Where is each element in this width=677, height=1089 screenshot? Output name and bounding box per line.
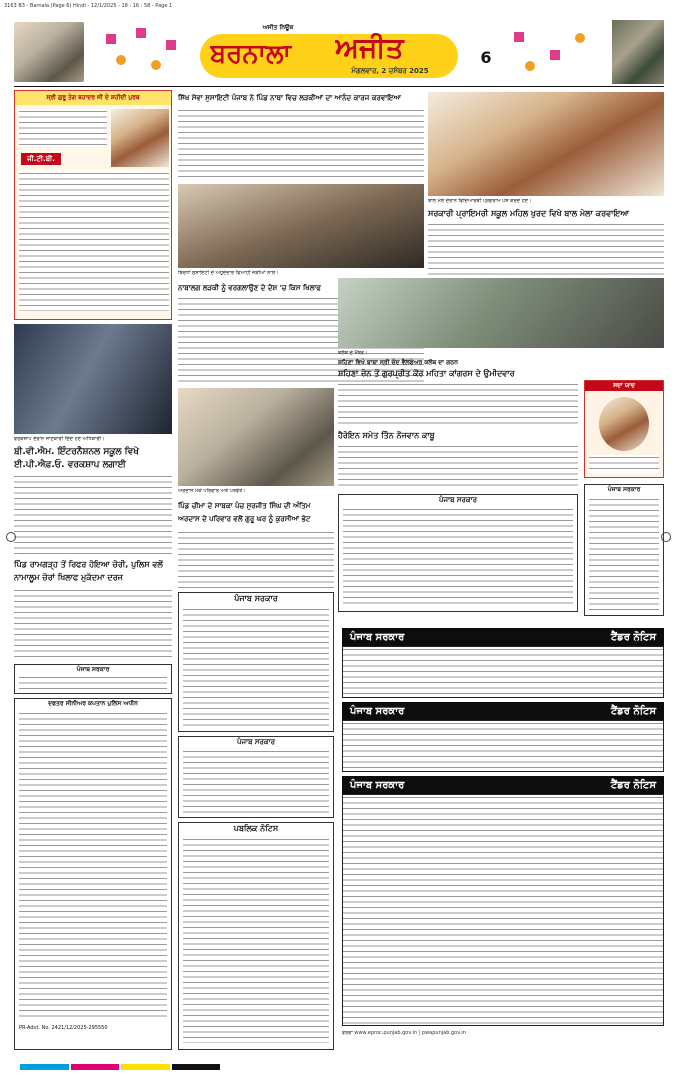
mid-punjab-notice-2 [178,736,334,818]
caption-5: ਕਲੱਬ ਦੇ ਮੈਂਬਰ। [338,350,368,356]
masthead-date: ਮੰਗਲਵਾਰ, 2 ਦਸੰਬਰ 2025 [351,67,429,75]
court-notice-body [19,711,167,1021]
left-ad-badge: ਜੀ.ਟੀ.ਬੀ. [21,153,61,165]
tender-2-title: ਟੈਂਡਰ ਨੋਟਿਸ [610,705,656,717]
tender-2-rows [343,721,663,771]
headline-3: ਬੀ.ਵੀ.ਐਮ. ਇੰਟਰਨੈਸ਼ਨਲ ਸਕੂਲ ਵਿਖੇ ਈ.ਪੀ.ਐਫ਼.ਓ. ਵਰਕਸ਼ਾਪ ਲਗਾਈ [14,447,139,470]
color-bar [20,1064,220,1070]
tender-1-header [342,628,664,646]
tender-2-header [342,702,664,720]
left-ad-text-1 [19,109,107,147]
headline-7: ਪਿੰਡ ਰਾਮਗੜ੍ਹ ਤੋਂ ਰਿਫਰ ਹੋਇਆ ਚੋਰੀ, ਪੁਲਿਸ ਵਲੋਂ ਨਾਮਾਲੂਮ ਚੋਰਾਂ ਖਿਲਾਫ ਮੁਕੱਦਮਾ ਦਰਜ [14,560,163,582]
headline-9: ਪਿੰਡ ਚੀਮਾ ਦੇ ਸਾਬਕਾ ਪੰਚ ਸੁਰਜੀਤ ਸਿੰਘ ਦੀ ਅੰਤਿਮ ਅਰਦਾਸ ਦੇ ਪਰਿਵਾਰ ਵਲੋਂ ਗੁਰੂ ਘਰ ਨੂੰ ਕੁਰਸੀਆਂ ਭੇਟ [178,502,311,523]
left-ad-text-2 [19,171,169,311]
headline-8: ਹੈਰੋਇਨ ਸਮੇਤ ਤਿੰਨ ਨੌਜਵਾਨ ਕਾਬੂ [338,431,435,440]
obituary-photo [599,397,649,451]
caption-1: ਬਿਰਧਾਂ ਸੁਸਾਇਟੀ ਦੇ ਅਹੁਦੇਦਾਰ ਵਿਆਹੀ ਜੋੜੀਆਂ ਨਾਲ। [178,270,279,276]
mid-notice-head: ਪੰਜਾਬ ਸਰਕਾਰ [234,594,278,603]
notice-2-head: ਪੰਜਾਬ ਸਰਕਾਰ [607,486,641,493]
court-pr-number: PR-Advt. No. 2421/12/2025-295550 [19,1025,108,1031]
masthead-brand-left: ਬਰਨਾਲਾ [210,39,292,69]
tender-3-header [342,776,664,794]
mid-notice-body [183,607,329,727]
workshop-photo [14,324,172,434]
headline-4: ਨਾਬਾਲਗ ਲੜਕੀ ਨੂੰ ਵਰਗਲਾਉਣ ਦੇ ਦੋਸ਼ 'ਚ ਕਿਸ ਖਿਲਾਫ [178,284,322,292]
court-notice-head: ਦਫਤਰ ਸੀਨੀਅਰ ਕਪਤਾਨ ਪੁਲਿਸ ਅਧੀਨ [48,700,138,707]
obituary-head: ਸਦਾ ਯਾਦ [585,381,663,391]
notice-1-head: ਪੰਜਾਬ ਸਰਕਾਰ [438,496,477,504]
left-notice-head: ਪੰਜਾਬ ਸਰਕਾਰ [76,666,110,673]
meta-strip: 3163 B3 - Barnala (Page 6) Hindi - 12/1/2025 - 18 : 16 : 58 - Page 1 [4,3,173,9]
punjab-sarkar-notice-1 [338,494,578,612]
obituary-text [589,455,659,473]
headline-5: ਸ਼ਹਿਣਾ ਵਿਖੇ ਬਾਬਾ ਸ੍ਰੀ ਚੰਦ ਵੈਲਫੇਅਰ ਕਲੱਬ ਦਾ ਗਠਨ [338,359,458,366]
tender-footer: ਵੇਰਵਾ www.eproc.punjab.gov.in | pwapunjab.gov.in [342,1030,466,1036]
story-3-text [14,474,172,554]
tender-3-sarkar: ਪੰਜਾਬ ਸਰਕਾਰ [350,779,405,791]
club-group-photo [338,278,664,348]
page-number: 6 [480,48,492,67]
caption-4: ਅਰਦਾਸ ਮੌਕੇ ਪਰਿਵਾਰ ਅਤੇ ਪਤਵੰਤੇ। [178,488,246,494]
notice-2-body [589,497,659,611]
headline-6: ਸ਼ਹਿਣਾ ਜ਼ੋਨ ਤੋਂ ਗੁਰਪ੍ਰੀਤ ਕੌਰ ਮਹਿਤਾ ਕਾਂਗਰਸ ਦੇ ਉਮੀਦਵਾਰ [338,369,515,378]
tender-1-sarkar: ਪੰਜਾਬ ਸਰਕਾਰ [350,631,405,643]
tender-1-rows [343,647,663,697]
masthead-monument-photo [14,22,84,82]
mid-punjab-notice [178,592,334,732]
mid-notice-2-body [183,749,329,813]
caption-3: ਵਰਕਸ਼ਾਪ ਦੌਰਾਨ ਜਾਣਕਾਰੀ ਦਿੰਦੇ ਹੋਏ ਅਧਿਕਾਰੀ। [14,436,105,442]
story-8-text [338,444,578,490]
left-top-ad [14,90,172,320]
tender-2-sarkar: ਪੰਜਾਬ ਸਰਕਾਰ [350,705,405,717]
public-notice-body [183,837,329,1043]
masthead-pattern-left [96,20,196,84]
caption-2: ਬਾਲ ਮੇਲੇ ਦੌਰਾਨ ਵਿਦਿਆਰਥੀ ਪ੍ਰੋਗਰਾਮ ਪੇਸ਼ ਕਰਦੇ ਹੋਏ। [428,198,532,204]
masthead-tower-photo [612,20,664,84]
story-1-photo [178,184,424,268]
tender-3-title: ਟੈਂਡਰ ਨੋਟਿਸ [610,779,656,791]
headline-1: ਸਿੱਖ ਸੇਵਾ ਸੁਸਾਇਟੀ ਪੰਜਾਬ ਨੇ ਪਿੰਡ ਨਾਥਾ ਵਿਚ ਲੜਕੀਆਂ ਦਾ ਆਨੰਦ ਕਾਰਜ ਕਰਵਾਇਆ [178,94,401,102]
left-notice-body [19,675,167,691]
registration-mark-left [6,532,16,542]
public-notice-head: ਪਬਲਿਕ ਨੋਟਿਸ [233,824,279,833]
tender-1-title: ਟੈਂਡਰ ਨੋਟਿਸ [610,631,656,643]
mid-notice-2-head: ਪੰਜਾਬ ਸਰਕਾਰ [236,738,275,746]
left-punjab-notice [14,664,172,694]
notice-1-body [343,507,573,607]
obituary-box [584,380,664,478]
story-6-text [338,382,578,428]
left-ad-image [111,109,169,167]
masthead-pattern-right [500,20,610,84]
story-1-text [178,108,424,180]
headline-2: ਸਰਕਾਰੀ ਪ੍ਰਾਇਮਰੀ ਸਕੂਲ ਮਹਿਲ ਖੁਰਦ ਵਿਖੇ ਬਾਲ ਮੇਲਾ ਕਰਵਾਇਆ [428,209,630,218]
tender-3-rows [343,795,663,1025]
punjab-sarkar-notice-2 [584,484,664,616]
bal-mela-photo [428,92,664,196]
tender-2-table [342,720,664,772]
masthead-rule [14,86,664,87]
tender-3-table [342,794,664,1026]
court-notice [14,698,172,1050]
story-9-text [178,530,334,588]
left-ad-title: ਸ੍ਰੀ ਗੁਰੂ ਤੇਗ ਬਹਾਦਰ ਜੀ ਦੇ ਸ਼ਹੀਦੀ ਪੁਰਬ [15,91,171,105]
chairs-donation-photo [178,388,334,486]
tender-1-table [342,646,664,698]
registration-mark-right [661,532,671,542]
masthead-kicker: ਅਜੀਤ ਨਿਊਜ਼ [262,24,294,31]
masthead-brand-right: ਅਜੀਤ [335,31,404,64]
story-7-text [14,588,172,660]
public-notice [178,822,334,1050]
